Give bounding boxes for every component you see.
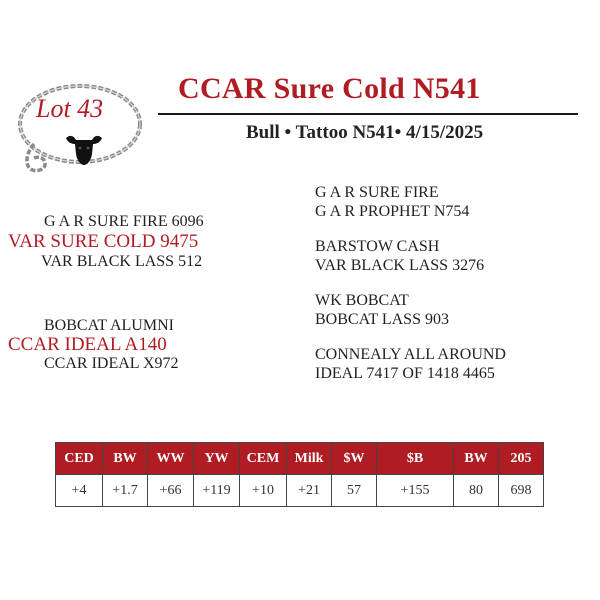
epd-value: +10 — [240, 475, 287, 507]
epd-header: CED — [56, 443, 103, 475]
epd-header: Milk — [287, 443, 332, 475]
epd-value: 80 — [454, 475, 499, 507]
epd-header: YW — [194, 443, 240, 475]
epd-table — [55, 442, 544, 507]
sire-dam-sire: BARSTOW CASH — [315, 238, 440, 255]
dam-dam-dam: IDEAL 7417 OF 1418 4465 — [315, 365, 495, 382]
dam: CCAR IDEAL A140 — [8, 334, 167, 355]
title-divider — [158, 113, 578, 115]
epd-header: WW — [148, 443, 194, 475]
lot-number: Lot 43 — [36, 94, 104, 123]
sire-granddam: VAR BLACK LASS 512 — [41, 253, 203, 270]
dam-granddam: CCAR IDEAL X972 — [44, 355, 179, 372]
dam-sire-sire: WK BOBCAT — [315, 292, 409, 309]
epd-header: BW — [103, 443, 148, 475]
animal-name: CCAR Sure Cold N541 — [178, 72, 481, 105]
sire-dam-dam: VAR BLACK LASS 3276 — [315, 257, 485, 274]
epd-value: +21 — [287, 475, 332, 507]
epd-header: 205 — [499, 443, 544, 475]
epd-value: 698 — [499, 475, 544, 507]
epd-value: +155 — [377, 475, 454, 507]
epd-value: +4 — [56, 475, 103, 507]
sire-grandsire: G A R SURE FIRE 6096 — [44, 213, 204, 230]
epd-value-row — [56, 475, 544, 507]
dam-sire-dam: BOBCAT LASS 903 — [315, 311, 449, 328]
dam-dam-sire: CONNEALY ALL AROUND — [315, 346, 506, 363]
sire-sire-dam: G A R PROPHET N754 — [315, 203, 470, 220]
epd-header: $W — [332, 443, 377, 475]
epd-header: CEM — [240, 443, 287, 475]
epd-value: +66 — [148, 475, 194, 507]
epd-value: +1.7 — [103, 475, 148, 507]
epd-value: 57 — [332, 475, 377, 507]
epd-header-row — [56, 443, 544, 475]
animal-details: Bull • Tattoo N541• 4/15/2025 — [246, 122, 484, 143]
dam-grandsire: BOBCAT ALUMNI — [44, 317, 174, 334]
black-cow-head-icon — [64, 130, 104, 166]
sire: VAR SURE COLD 9475 — [8, 231, 199, 252]
epd-header: BW — [454, 443, 499, 475]
lot-badge — [14, 78, 150, 180]
epd-header: $B — [377, 443, 454, 475]
sire-sire-sire: G A R SURE FIRE — [315, 184, 439, 201]
epd-value: +119 — [194, 475, 240, 507]
